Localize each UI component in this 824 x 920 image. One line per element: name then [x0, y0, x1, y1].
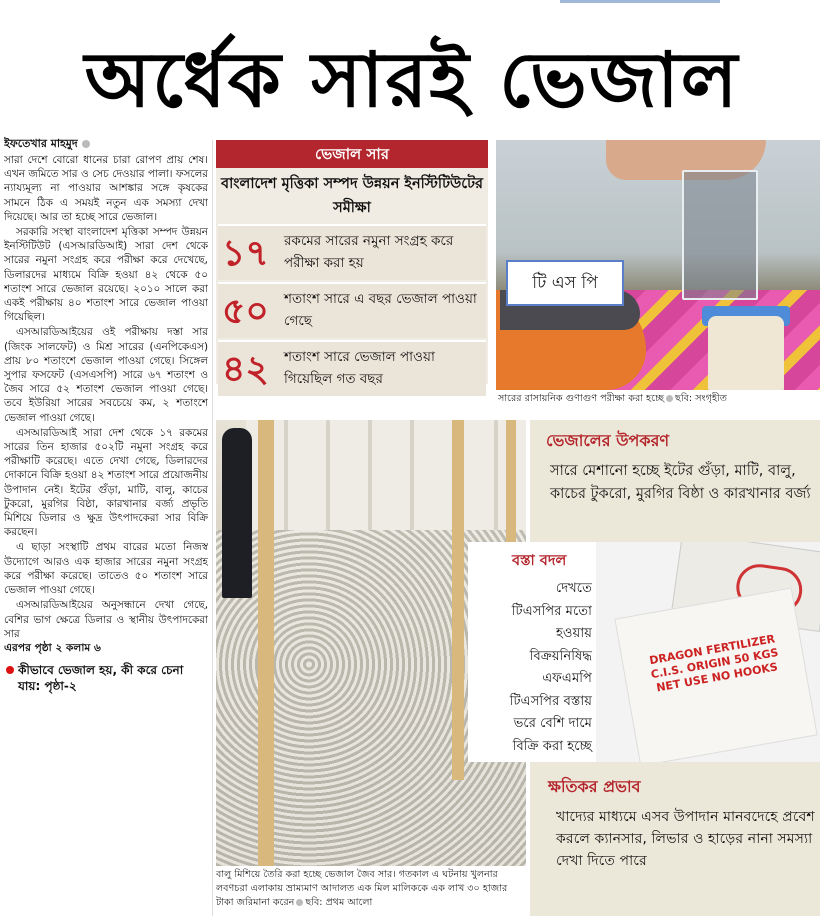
stat-number: ৪২ — [222, 348, 269, 390]
jump-line[interactable]: এরপর পৃষ্ঠা ২ কলাম ৬ — [4, 641, 101, 654]
sack-change-body: দেখতে টিএসপির মতো হওয়ায় বিক্রয়নিষিদ্ধ এফএমপি টিএসপির বস্তায় ভরে বেশি দামে বিক্রি করা হচ্ছে — [509, 581, 592, 754]
pile-caption — [216, 868, 526, 910]
ingredients-title: ভেজালের উপকরণ — [546, 431, 670, 450]
glass-shape — [682, 170, 758, 300]
lab-test-caption — [498, 392, 820, 406]
survey-stat — [218, 224, 486, 280]
survey-tag: ভেজাল সার — [216, 140, 488, 168]
article-paragraph: এসআরডিআইয়ের ওই পরীক্ষায় দস্তা সার (জিংক সালফেট) ও মিশ্র সারের (এনপিকেএস) প্রায় ৮০ শতাংশে ভেজাল পাওয়া গেছে। সিঙ্গেল সুপার ফসফেট (এসএসপি) সারে ৬৭ শতাংশ ও জৈব সারে ৫২ শতাংশ ভেজাল পাওয়া গেছে। তবে ইউরিয়া সারের সবচেয়ে কম, ২ শতাংশে ভেজাল পাওয়া গেছে। — [4, 326, 208, 424]
survey-title: বাংলাদেশ মৃত্তিকা সম্পদ উন্নয়ন ইনস্টিটিউটের সমীক্ষা — [221, 176, 483, 216]
bamboo-pole — [258, 420, 274, 866]
column-divider — [212, 140, 213, 916]
ingredients-box — [530, 420, 820, 540]
stat-text: শতাংশ সারে এ বছর ভেজাল পাওয়া গেছে — [284, 291, 477, 329]
harm-title: ক্ষতিকর প্রভাব — [548, 777, 641, 796]
byline — [4, 136, 208, 152]
stat-number: ১৭ — [222, 232, 269, 274]
sacks-photo — [596, 542, 820, 762]
sack-shape — [614, 588, 817, 762]
headline: অর্ধেক সারই ভেজাল — [84, 35, 740, 124]
sacks-shape — [246, 420, 526, 540]
article-paragraph: এসআরডিআই সারা দেশ থেকে ১৭ রকমের সারের তিন হাজার ৫০২টি নমুনা সংগ্রহ করে পরীক্ষাটি করেছে। এতে দেখা গেছে, ডিলারদের দোকানে বিক্রি হওয়া ৪২ শতাংশ সারে প্রয়োজনীয় উপাদান নেই। ইটের গুঁড়া, মাটি, বালু, কাচের টুকরো, মুরগির বিষ্ঠা, কারখানার বর্জ্য প্রভৃতি মিশিয়ে ডিলার ও ক্ষুদ্র উৎপাদকেরা সার বিক্রি করছেন। — [4, 426, 208, 539]
bamboo-pole — [452, 420, 464, 780]
harm-body: খাদ্যের মাধ্যমে এসব উপাদান মানবদেহে প্রবেশ করলে ক্যানসার, লিভার ও হাড়ের নানা সমস্যা দেখা দিতে পারে — [556, 809, 815, 869]
sack-print: DRAGON FERTILIZER C.I.S. ORIGIN 50 KGS NET USE NO HOOKS — [648, 632, 780, 695]
jar-shape — [708, 316, 784, 390]
top-rule — [0, 0, 824, 4]
caption-dot-icon — [296, 899, 303, 906]
article-paragraph: এ ছাড়া সংস্থাটি প্রথম বারের মতো নিজস্ব উদ্যোগে আরও এক হাজার সারের নমুনা সংগ্রহ করে পরীক্ষা করেছে। তাতেও ৫০ শতাংশ সারে ভেজাল পাওয়া গেছে। — [4, 541, 208, 597]
article-paragraph: সরকারি সংস্থা বাংলাদেশ মৃত্তিকা সম্পদ উন্নয়ন ইনস্টিটিউট (এসআরডিআই) সারা দেশ থেকে সারের নমুনা সংগ্রহ করে পরীক্ষা করে দেখেছে, ডিলারদের মাধ্যমে বিক্রি হওয়া ৪২ থেকে ৫০ শতাংশ সারে ভেজাল রয়েছে। ২০১০ সালে করা একই পরীক্ষায় ৪০ শতাংশ সারে ভেজাল পাওয়া গিয়েছিল। — [4, 226, 208, 324]
caption-text: সারের রাসায়নিক গুণাগুণ পরীক্ষা করা হচ্ছে — [498, 393, 665, 404]
photo-credit: ছবি: সংগৃহীত — [675, 393, 727, 404]
stat-text: শতাংশ সারে ভেজাল পাওয়া গিয়েছিল গত বছর — [284, 349, 435, 387]
survey-stat — [218, 340, 486, 396]
survey-stat — [218, 282, 486, 338]
article-column — [4, 136, 208, 920]
caption-dot-icon — [666, 395, 673, 402]
article-paragraph: এসআরডিআইয়ের অনুসন্ধানে দেখা গেছে, বেশির ভাগ ক্ষেত্রে ডিলার ও স্থানীয় উৎপাদকেরা সার — [4, 599, 208, 640]
survey-box — [216, 140, 488, 390]
top-rule-accent — [560, 0, 720, 3]
stat-number: ৫০ — [222, 290, 269, 332]
ingredients-body: সারে মেশানো হচ্ছে ইটের গুঁড়া, মাটি, বালু, কাচের টুকরো, মুরগির বিষ্ঠা ও কারখানার বর্জ্য — [550, 463, 811, 502]
stat-text: রকমের সারের নমুনা সংগ্রহ করে পরীক্ষা করা হয় — [284, 233, 454, 271]
article-paragraph: সারা দেশে বোরো ধানের চারা রোপণ প্রায় শেষ। এখন জমিতে সার ও সেচ দেওয়ার পালা। ফসলের ন্যায্যমূল্য না পাওয়ার আশঙ্কার সঙ্গে কৃষকের সামনে ঠিক এ সময়ই নতুন এক সমস্যা দেখা দিয়েছে। আর তা হচ্ছে সারে ভেজাল। — [4, 154, 208, 223]
officer-figure — [222, 428, 252, 598]
byline-dot-icon — [82, 140, 90, 148]
lab-test-photo — [496, 140, 820, 390]
caption-text: বালু মিশিয়ে তৈরি করা হচ্ছে ভেজাল জৈব সার। গতকাল এ ঘটনায় খুলনার লবণচরা এলাকায় ভ্রাম্যমাণ আদালত এক মিল মালিককে এক লাখ ৩০ হাজার টাকা জরিমানা করেন — [216, 869, 508, 908]
sack-change-title: বস্তা বদল — [512, 553, 567, 569]
teaser-link[interactable]: কীভাবে ভেজাল হয়, কী করে চেনা যায়: পৃষ্ঠা-২ — [4, 662, 208, 694]
tsp-label: টি এস পি — [506, 260, 624, 306]
photo-credit: ছবি: প্রথম আলো — [305, 897, 373, 908]
byline-author: ইফতেখার মাহমুদ — [4, 137, 78, 150]
